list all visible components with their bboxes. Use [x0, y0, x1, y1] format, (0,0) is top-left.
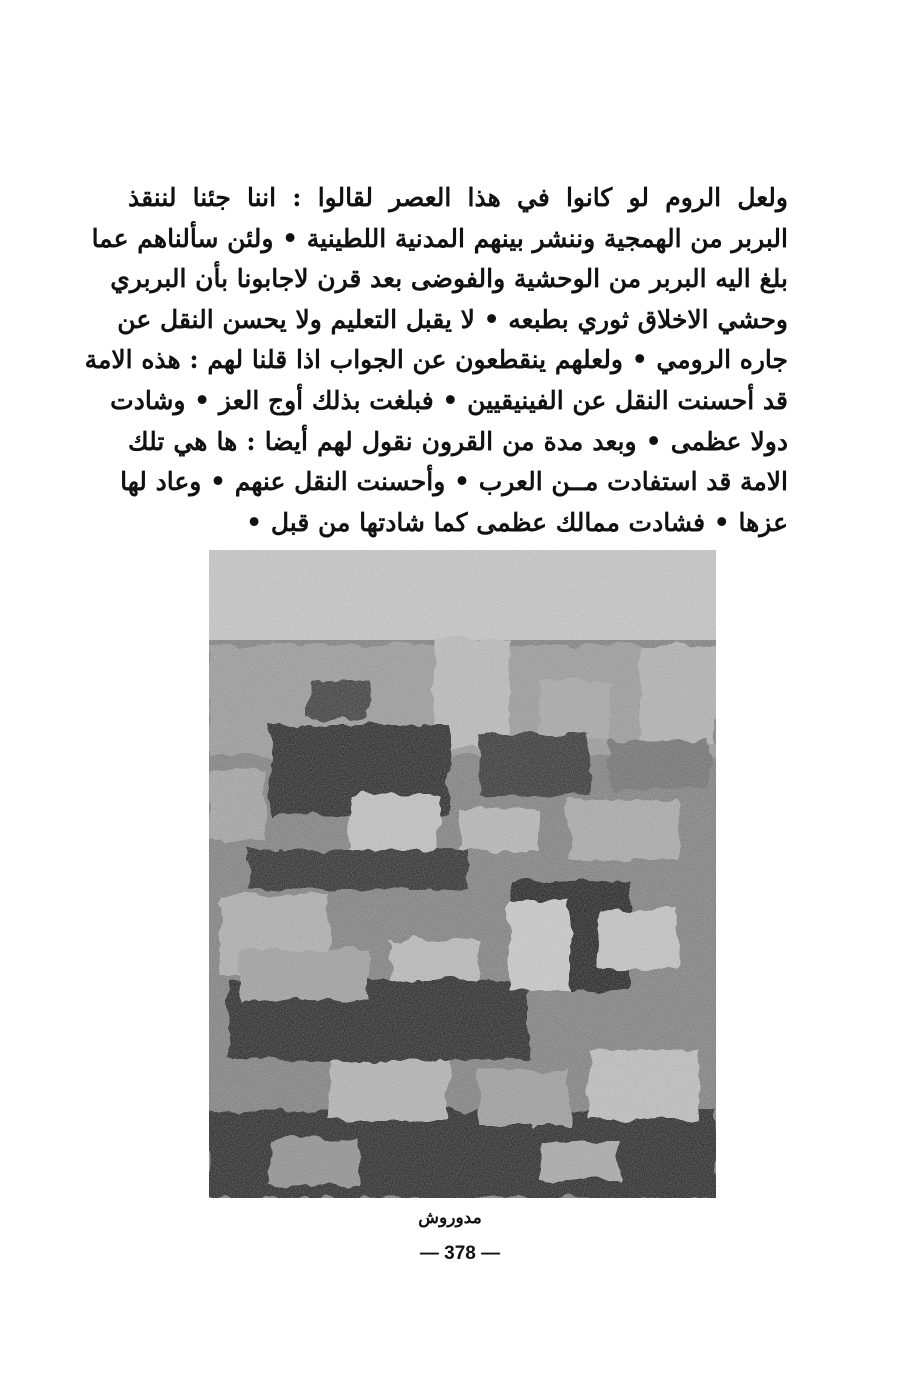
text-line: الامة قد استفادت مــن العرب • وأحسنت النقل عنهم • وعاد لها	[120, 467, 788, 497]
photo-caption: مدوروش	[418, 1208, 482, 1228]
text-line: وحشي الاخلاق ثوري بطبعه • لا يقبل التعليم ولا يحسن النقل عن	[117, 304, 788, 334]
text-line: ولعل الروم لو كانوا في هذا العصر لقالوا : اننا جئنا لننقذ	[128, 183, 788, 212]
text-line: جاره الرومي • ولعلهم ينقطعون عن الجواب اذا قلنا لهم : هذه الامة	[84, 345, 788, 375]
text-line: دولا عظمى • وبعد مدة من القرون نقول لهم أيضا : ها هي تلك	[128, 426, 788, 456]
ruins-photograph	[209, 550, 716, 1198]
ruins-photo-drawing	[209, 550, 716, 1198]
page-number: — 378 —	[419, 1243, 501, 1264]
text-line: البربر من الهمجية وننشر بينهم المدنية اللطينية • ولئن سألناهم عما	[91, 223, 788, 253]
body-text	[84, 178, 788, 543]
text-line: بلغ اليه البربر من الوحشية والفوضى بعد قرن لاجابونا بأن البربري	[110, 264, 788, 294]
text-line: عزها • فشادت ممالك عظمى كما شادتها من قبل •	[246, 507, 788, 537]
text-line: قد أحسنت النقل عن الفينيقيين • فبلغت بذلك أوج العز • وشادت	[110, 385, 788, 415]
